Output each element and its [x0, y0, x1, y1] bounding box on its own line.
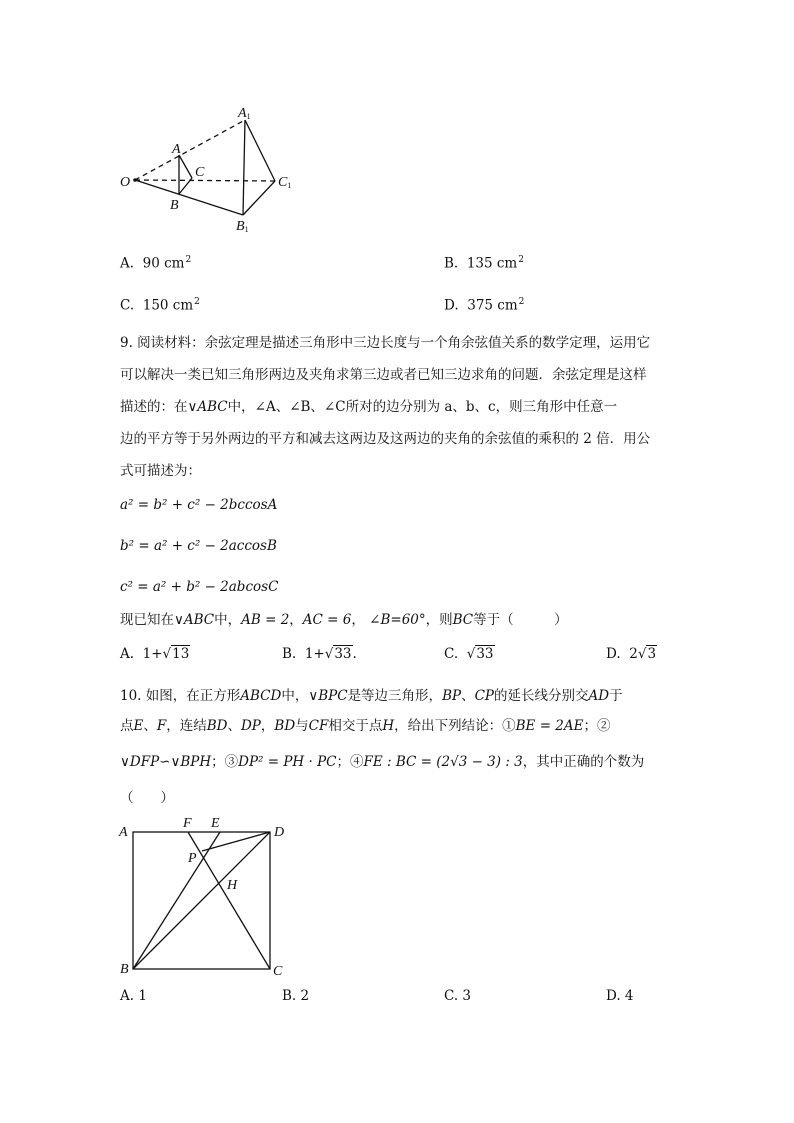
- fig-label-a: A: [119, 825, 128, 840]
- edge-a1-c1: [245, 120, 275, 181]
- edge-o-b1: [135, 180, 243, 215]
- q10-answer-paren: （ ）: [120, 790, 174, 806]
- q8-option-c[interactable]: C. 150 $cm^2$: [120, 297, 200, 314]
- q10-line-2: 点E、F，连结BD、DP，BD与CF相交于点H，给出下列结论：①BE = 2AE；②: [120, 718, 611, 734]
- q8-option-b[interactable]: B. 135 $cm^2$: [444, 255, 524, 272]
- q10-option-a[interactable]: A. 1: [120, 988, 147, 1004]
- fig-label-c: C: [273, 964, 283, 979]
- label-a: A: [172, 142, 181, 157]
- q9-equation-2: b² = a² + c² − 2accosB: [120, 538, 277, 554]
- point-o: [133, 178, 137, 182]
- fig-label-b: B: [120, 962, 129, 977]
- q9-known-line: 现已知在∨ABC中，AB = 2，AC = 6， ∠B=60°，则BC等于（ ）: [120, 612, 568, 628]
- q9-line-4: 边的平方等于另外两边的平方和减去这两边及这两边的夹角的余弦值的乘积的 2 倍．用公: [120, 431, 651, 447]
- line-b-d: [133, 832, 270, 969]
- fig-label-h: H: [227, 878, 238, 893]
- label-b: B: [170, 198, 179, 213]
- line-c-f: [188, 832, 270, 969]
- label-a1: A1: [238, 106, 251, 121]
- q9-option-d[interactable]: D. 2√3: [606, 646, 657, 662]
- line-b-e: [133, 832, 220, 969]
- q9-text: [120, 327, 680, 487]
- q9-option-a[interactable]: A. 1+√13: [120, 646, 190, 662]
- q8-option-d[interactable]: D. 375 $cm^2$: [444, 297, 525, 314]
- q9-line-2: 可以解决一类已知三角形两边及夹角求第三边或者已知三边求角的问题．余弦定理是这样: [120, 367, 647, 383]
- q9-option-c[interactable]: C. √33: [444, 646, 494, 662]
- edge-b1-c1: [243, 181, 275, 215]
- q9-line-1: 9. 阅读材料：余弦定理是描述三角形中三边长度与一个角余弦值关系的数学定理，运用它: [120, 335, 651, 351]
- edge-a-c: [179, 155, 192, 178]
- fig-label-f: F: [183, 816, 192, 831]
- q10-option-b[interactable]: B. 2: [282, 988, 310, 1004]
- fig-label-p: P: [188, 851, 197, 866]
- q10-line-3: ∨DFP∽∨BPH；③DP² = PH · PC；④FE : BC = (2√3 − 3) : 3，其中正确的个数为: [120, 754, 645, 770]
- label-o: O: [120, 175, 131, 190]
- q10-line-1: 10. 如图，在正方形ABCD中，∨BPC是等边三角形，BP、CP的延长线分别交AD于: [120, 688, 623, 704]
- q10-figure: [115, 815, 295, 985]
- edge-o-c1: [135, 180, 275, 181]
- fig-label-e: E: [211, 816, 220, 831]
- q10-option-c[interactable]: C. 3: [444, 988, 472, 1004]
- label-b1: B1: [236, 219, 249, 234]
- q9-line-3: 描述的：在∨ABC中，∠A、∠B、∠C所对的边分别为 a、b、c，则三角形中任意一: [120, 399, 618, 415]
- label-c: C: [195, 165, 205, 180]
- fig-label-d: D: [274, 825, 285, 840]
- label-c1: C1: [278, 175, 292, 190]
- edge-o-a1: [135, 120, 245, 180]
- q9-equation-1: a² = b² + c² − 2bccosA: [120, 497, 278, 513]
- q9-line-5: 式可描述为：: [120, 463, 201, 479]
- q9-equation-3: c² = a² + b² − 2abcosC: [120, 579, 279, 595]
- q8-figure: [110, 100, 310, 240]
- q9-option-b[interactable]: B. 1+√33.: [282, 646, 357, 662]
- edge-a1-b1: [243, 120, 245, 215]
- q10-option-d[interactable]: D. 4: [606, 988, 634, 1004]
- q8-option-a[interactable]: A. 90 $cm^2$: [120, 255, 192, 272]
